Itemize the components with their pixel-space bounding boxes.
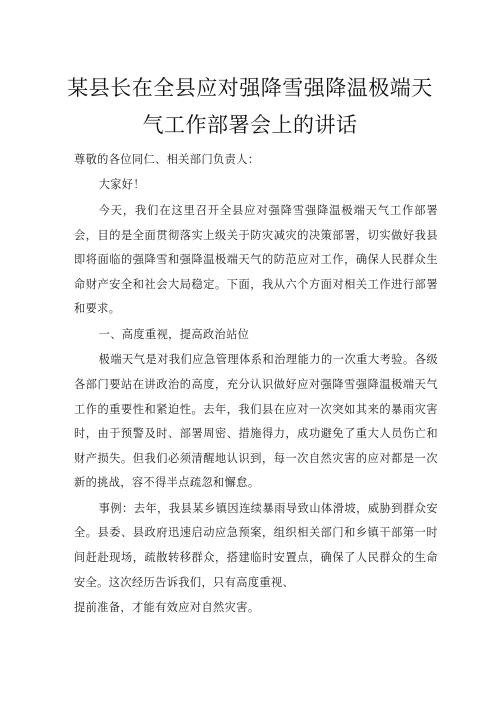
- document-title: [40, 70, 460, 144]
- example-paragraph: 事例：去年，我县某乡镇因连续暴雨导致山体滑坡，威胁到群众安全。县委、县政府迅速启动应急预案，组织相关部门和乡镇干部第一时间赶赴现场，疏散转移群众，搭建临时安置点，确保了人民群众的生命安全。这次经历告诉我们，只有高度重视、: [74, 501, 438, 589]
- section-1-paragraph: 极端天气是对我们应急管理体系和治理能力的一次重大考验。各级各部门要站在讲政治的高度，充分认识做好应对强降雪强降温极端天气工作的重要性和紧迫性。去年，我们县在应对一次突如其来的暴雨灾害时，由于预警及时、部署周密、措施得力，成功避免了重大人员伤亡和财产损失。但我们必须清醒地认识到，每一次自然灾害的应对都是一次新的挑战，容不得半点疏忽和懈怠。: [74, 353, 438, 490]
- intro-paragraph: 今天，我们在这里召开全县应对强降雪强降温极端天气工作部署会，目的是全面贯彻落实上级关于防灾减灾的决策部署，切实做好我县即将面临的强降雪和强降温极端天气的防范应对工作，确保人民群众生命财产安全和社会大局稳定。下面，我从六个方面对相关工作进行部署和要求。: [74, 203, 438, 316]
- salutation: 尊敬的各位同仁、相关部门负责人：: [74, 153, 260, 166]
- document-body: [74, 148, 438, 622]
- title-line-2: 气工作部署会上的讲话: [142, 113, 358, 137]
- example-paragraph-tail: 提前准备，才能有效应对自然灾害。: [74, 601, 260, 615]
- greeting: 大家好！: [98, 178, 145, 192]
- section-1-heading: 一、高度重视，提高政治站位: [98, 327, 250, 341]
- title-line-1: 某县长在全县应对强降雪强降温极端天: [67, 76, 433, 100]
